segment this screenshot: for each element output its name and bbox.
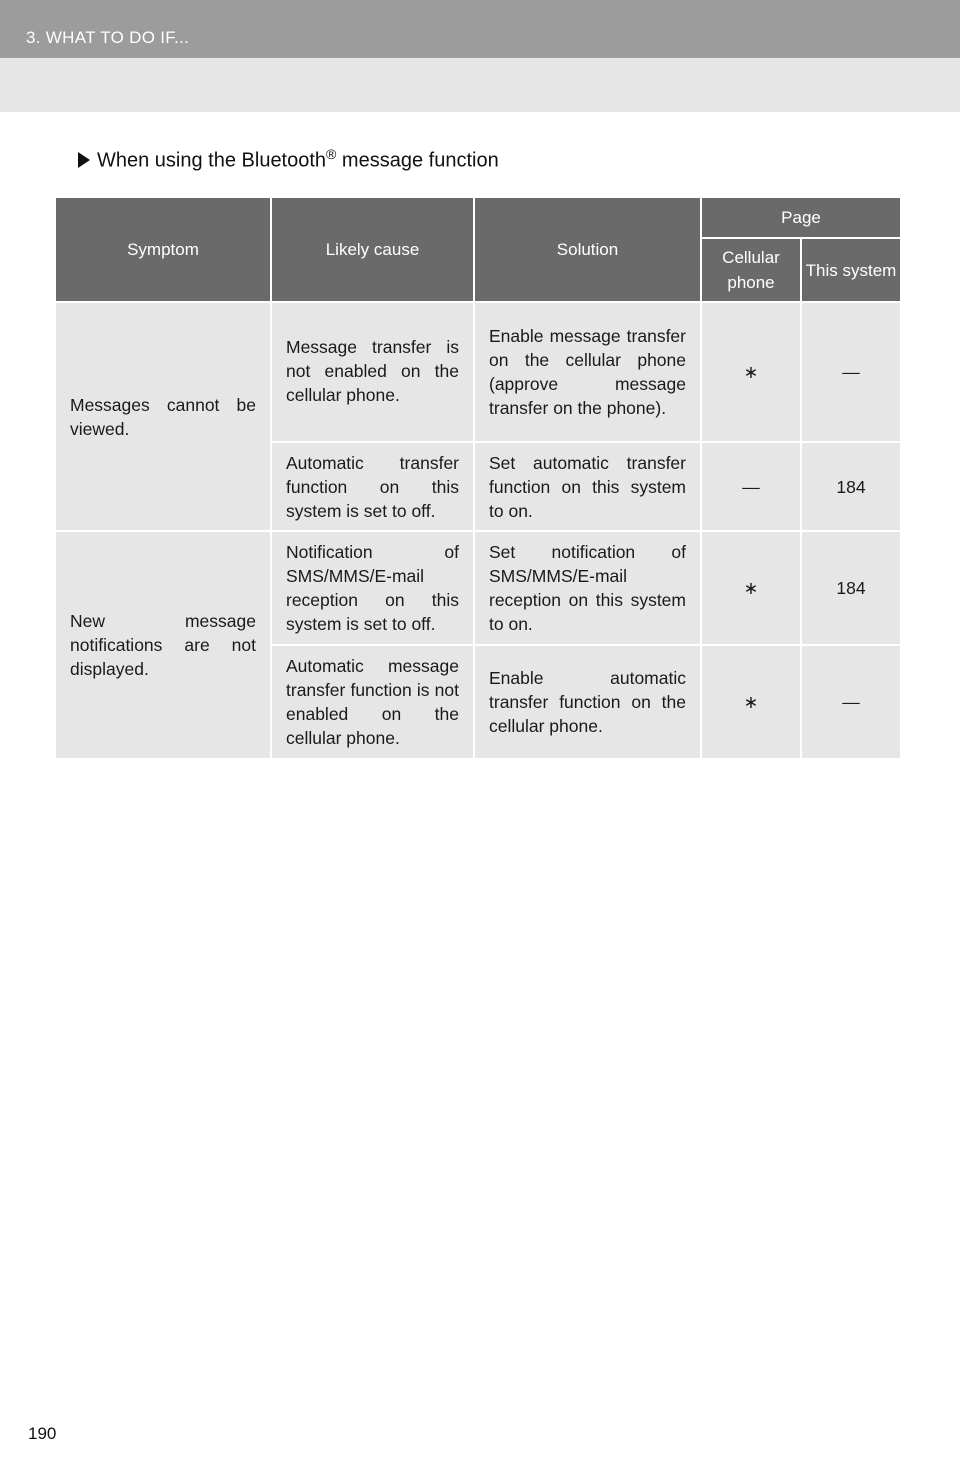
- cellular-page-cell: —: [701, 442, 801, 531]
- symptom-cell: Messages cannot be viewed.: [55, 302, 271, 531]
- header-page: Page: [701, 197, 901, 238]
- registered-mark: ®: [326, 146, 337, 162]
- solution-cell: Set notification of SMS/MMS/E-mail reception on this system to on.: [474, 531, 701, 645]
- troubleshooting-table: [54, 196, 902, 760]
- header-solution: Solution: [474, 197, 701, 302]
- cellular-page-cell: ∗: [701, 302, 801, 442]
- system-page-cell: 184: [801, 531, 901, 645]
- section-heading: [78, 146, 499, 173]
- cause-cell: Automatic message transfer function is not enabled on the cellular phone.: [271, 645, 474, 759]
- section-title-suffix: message function: [336, 149, 499, 172]
- solution-cell: Set automatic transfer function on this system to on.: [474, 442, 701, 531]
- header-this-system: This system: [801, 238, 901, 302]
- cause-cell: Automatic transfer function on this system is set to off.: [271, 442, 474, 531]
- chapter-title: 3. WHAT TO DO IF...: [26, 28, 190, 47]
- triangle-bullet-icon: [78, 152, 90, 168]
- section-title-prefix: When using the Bluetooth: [97, 149, 327, 172]
- header-symptom: Symptom: [55, 197, 271, 302]
- system-page-cell: —: [801, 302, 901, 442]
- header-cellular-phone: Cellular phone: [701, 238, 801, 302]
- cause-cell: Notification of SMS/MMS/E-mail reception on this system is set to off.: [271, 531, 474, 645]
- cellular-page-cell: ∗: [701, 531, 801, 645]
- solution-cell: Enable automatic transfer function on the cellular phone.: [474, 645, 701, 759]
- page-number: 190: [28, 1424, 57, 1443]
- solution-cell: Enable message transfer on the cellular phone (approve message transfer on the phone).: [474, 302, 701, 442]
- cellular-page-cell: ∗: [701, 645, 801, 759]
- symptom-cell: New message notifications are not displayed.: [55, 531, 271, 759]
- chapter-header-bar: [0, 0, 960, 58]
- cause-cell: Message transfer is not enabled on the cellular phone.: [271, 302, 474, 442]
- system-page-cell: 184: [801, 442, 901, 531]
- system-page-cell: —: [801, 645, 901, 759]
- header-likely-cause: Likely cause: [271, 197, 474, 302]
- table-row: [55, 531, 901, 645]
- header-band: [0, 58, 960, 112]
- table-row: [55, 302, 901, 442]
